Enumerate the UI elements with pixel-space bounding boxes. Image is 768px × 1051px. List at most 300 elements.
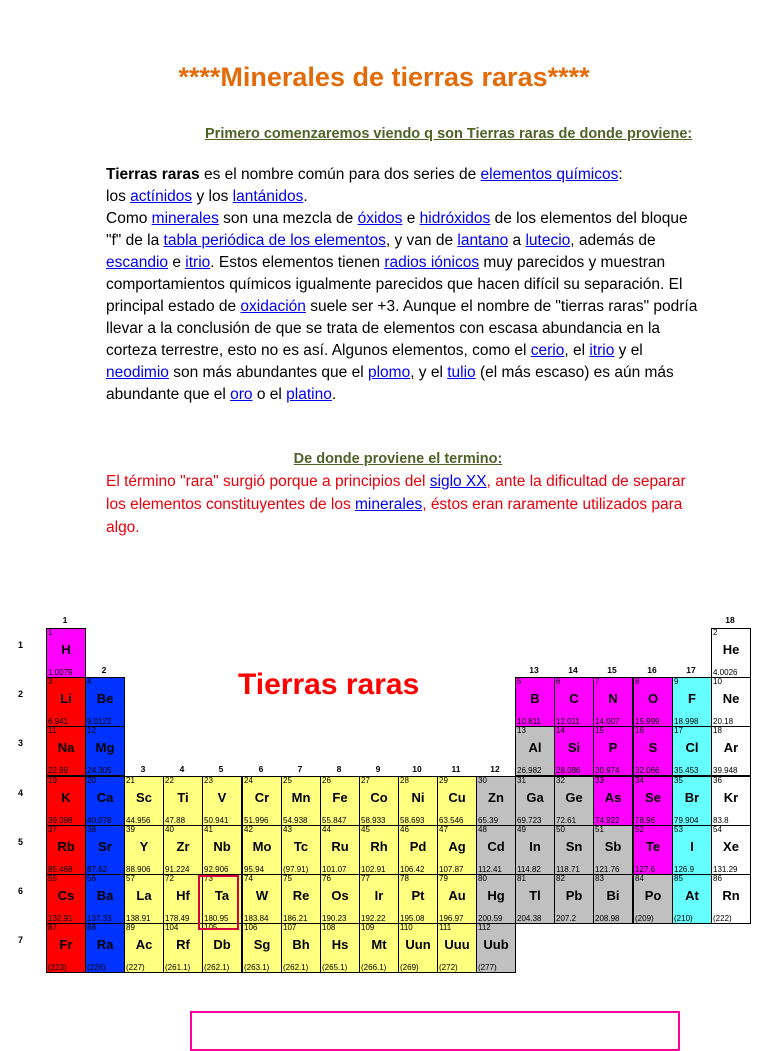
element-symbol: Na xyxy=(57,740,75,755)
element-cell-cl xyxy=(672,726,712,776)
link-tabla-periodica[interactable]: tabla periódica de los elementos xyxy=(163,232,386,249)
element-cell-mg xyxy=(85,726,125,776)
atomic-number: 34 xyxy=(635,776,644,785)
atomic-mass: 10.811 xyxy=(517,717,541,726)
element-symbol: Ta xyxy=(214,888,230,903)
atomic-number: 89 xyxy=(126,923,135,932)
element-symbol: Se xyxy=(645,790,661,805)
element-symbol: Sb xyxy=(604,839,622,854)
element-cell-sb xyxy=(593,825,633,875)
element-symbol: Fr xyxy=(59,937,73,952)
atomic-mass: 208.98 xyxy=(595,914,620,923)
atomic-mass: 85.468 xyxy=(48,865,73,874)
element-symbol: Cu xyxy=(448,790,466,805)
atomic-number: 11 xyxy=(48,726,57,735)
element-cell-co xyxy=(359,776,399,826)
atomic-number: 8 xyxy=(635,677,640,686)
atomic-number: 84 xyxy=(635,874,644,883)
element-cell-as xyxy=(593,776,633,826)
atomic-mass: 40.078 xyxy=(87,816,112,825)
link-escandio[interactable]: escandio xyxy=(106,254,169,271)
atomic-mass: 78.96 xyxy=(635,816,656,825)
element-cell-fr xyxy=(46,923,86,973)
atomic-mass: 22.99 xyxy=(48,766,69,775)
text: los xyxy=(106,188,131,205)
atomic-mass: 192.22 xyxy=(361,914,386,923)
atomic-mass: 106.42 xyxy=(400,865,425,874)
atomic-mass: (97.91) xyxy=(283,865,309,874)
element-symbol: Pb xyxy=(565,888,583,903)
atomic-mass: 118.71 xyxy=(556,865,580,874)
element-symbol: Hs xyxy=(331,937,349,952)
element-symbol: Xe xyxy=(723,839,739,854)
element-cell-na xyxy=(46,726,86,776)
paragraph-definition xyxy=(106,164,706,406)
text: muy parecidos y muestran comportamientos químicos igualmente parecidos que hacen difícil su separación. El principal estado de xyxy=(106,254,683,315)
element-symbol: I xyxy=(690,839,694,854)
atomic-mass: (262.1) xyxy=(204,963,230,972)
atomic-number: 19 xyxy=(48,776,57,785)
link-oxidacion[interactable]: oxidación xyxy=(240,298,306,315)
link-lutecio[interactable]: lutecio xyxy=(525,232,571,249)
element-cell-hs xyxy=(320,923,360,973)
bottom-frame xyxy=(190,1011,680,1051)
text: y los xyxy=(192,188,233,205)
atomic-number: 57 xyxy=(126,874,135,883)
element-symbol: Ge xyxy=(565,790,583,805)
link-plomo[interactable]: plomo xyxy=(367,364,411,381)
atomic-number: 31 xyxy=(517,776,526,785)
link-minerales[interactable]: minerales xyxy=(151,210,219,227)
atomic-mass: 79.904 xyxy=(674,816,699,825)
atomic-number: 25 xyxy=(283,776,292,785)
link-tulio[interactable]: tulio xyxy=(447,364,476,381)
atomic-mass: (272) xyxy=(439,963,458,972)
group-label: 14 xyxy=(568,665,578,675)
atomic-number: 35 xyxy=(674,776,683,785)
element-symbol: Pt xyxy=(411,888,425,903)
atomic-number: 27 xyxy=(361,776,370,785)
element-symbol: Sn xyxy=(565,839,583,854)
atomic-mass: 4.0026 xyxy=(713,668,738,677)
element-cell-ne xyxy=(711,677,751,727)
element-symbol: H xyxy=(61,642,71,657)
period-label: 5 xyxy=(18,837,24,847)
atomic-mass: 58.933 xyxy=(361,816,386,825)
atomic-number: 40 xyxy=(165,825,174,834)
element-symbol: Nb xyxy=(213,839,231,854)
atomic-mass: 51.996 xyxy=(244,816,269,825)
atomic-mass: (277) xyxy=(478,963,497,972)
atomic-number: 38 xyxy=(87,825,96,834)
element-cell-pb xyxy=(554,874,594,924)
element-symbol: Ra xyxy=(96,937,114,952)
group-label: 11 xyxy=(451,764,461,774)
atomic-mass: 28.086 xyxy=(556,766,581,775)
text: o el xyxy=(252,386,287,403)
element-symbol: Ti xyxy=(177,790,189,805)
atomic-number: 106 xyxy=(244,923,258,932)
atomic-number: 46 xyxy=(400,825,409,834)
element-symbol: O xyxy=(647,691,659,706)
element-cell-ag xyxy=(437,825,477,875)
text: de los elementos del bloque "f" de la xyxy=(106,210,688,249)
atomic-mass: 63.546 xyxy=(439,816,464,825)
element-symbol: Co xyxy=(370,790,388,805)
link-lantanidos[interactable]: lantánidos xyxy=(232,188,304,205)
atomic-mass: 112.41 xyxy=(478,865,502,874)
atomic-mass: 190.23 xyxy=(322,914,347,923)
element-symbol: Ca xyxy=(96,790,114,805)
element-cell-bi xyxy=(593,874,633,924)
atomic-mass: 24.305 xyxy=(87,766,112,775)
element-symbol: Rf xyxy=(176,937,190,952)
atomic-number: 72 xyxy=(165,874,174,883)
text: suele ser +3. Aunque el nombre de "tierras raras" podría llevar a la conclusión de que se trata de elementos con escasa abundancia en la corteza terrestre, esto no es así. Algunos elementos, como el xyxy=(106,298,698,359)
text: son una mezcla de xyxy=(218,210,358,227)
page-title: ****Minerales de tierras raras**** xyxy=(178,62,590,92)
element-cell-mo xyxy=(242,825,282,875)
atomic-number: 105 xyxy=(204,923,218,932)
atomic-mass: (263.1) xyxy=(244,963,270,972)
atomic-number: 83 xyxy=(595,874,604,883)
group-label: 9 xyxy=(375,764,381,774)
atomic-number: 26 xyxy=(322,776,331,785)
atomic-mass: 72.61 xyxy=(556,816,577,825)
atomic-number: 107 xyxy=(283,923,297,932)
atomic-mass: 204.38 xyxy=(517,914,542,923)
link-oxidos[interactable]: óxidos xyxy=(357,210,403,227)
element-symbol: Ag xyxy=(448,839,466,854)
atomic-number: 45 xyxy=(361,825,370,834)
element-cell-at xyxy=(672,874,712,924)
atomic-number: 23 xyxy=(204,776,213,785)
atomic-mass: 138.91 xyxy=(126,914,151,923)
link-hidroxidos[interactable]: hidróxidos xyxy=(419,210,491,227)
atomic-number: 10 xyxy=(713,677,722,686)
link-siglo-xx[interactable]: siglo XX xyxy=(429,473,487,490)
element-symbol: Ir xyxy=(374,888,384,903)
element-cell-k xyxy=(46,776,86,826)
link-lantano[interactable]: lantano xyxy=(457,232,509,249)
atomic-number: 86 xyxy=(713,874,722,883)
text: . xyxy=(303,188,308,205)
element-symbol: Rh xyxy=(370,839,388,854)
element-symbol: Kr xyxy=(723,790,739,805)
element-cell-cs xyxy=(46,874,86,924)
element-symbol: As xyxy=(604,790,622,805)
group-label: 8 xyxy=(336,764,342,774)
atomic-number: 110 xyxy=(400,923,413,932)
element-cell-ni xyxy=(398,776,438,826)
element-symbol: Ar xyxy=(723,740,739,755)
atomic-mass: 30.974 xyxy=(595,766,620,775)
atomic-number: 112 xyxy=(478,923,491,932)
link-actinidos[interactable]: actínidos xyxy=(130,188,193,205)
period-label: 6 xyxy=(18,886,24,896)
atomic-number: 20 xyxy=(87,776,96,785)
element-cell-s xyxy=(633,726,673,776)
element-cell-tl xyxy=(515,874,555,924)
atomic-number: 44 xyxy=(322,825,331,834)
subtitle: Primero comenzaremos viendo q son Tierras raras de donde proviene: xyxy=(205,126,693,142)
element-cell-ac xyxy=(124,923,164,973)
text: , y el xyxy=(410,364,448,381)
atomic-number: 39 xyxy=(126,825,135,834)
link-platino[interactable]: platino xyxy=(286,386,332,403)
atomic-number: 41 xyxy=(204,825,213,834)
atomic-mass: 83.8 xyxy=(713,816,729,825)
element-cell-n xyxy=(593,677,633,727)
atomic-mass: 102.91 xyxy=(361,865,386,874)
element-cell-sr xyxy=(85,825,125,875)
atomic-number: 104 xyxy=(165,923,179,932)
atomic-mass: 69.723 xyxy=(517,816,542,825)
atomic-mass: 137.33 xyxy=(87,914,112,923)
element-cell-ti xyxy=(163,776,203,826)
atomic-mass: (262.1) xyxy=(283,963,309,972)
element-symbol: Te xyxy=(645,839,661,854)
atomic-number: 79 xyxy=(439,874,448,883)
element-cell-cu xyxy=(437,776,477,826)
link-neodimio[interactable]: neodimio xyxy=(106,364,169,381)
atomic-number: 22 xyxy=(165,776,174,785)
atomic-mass: 121.76 xyxy=(595,865,620,874)
atomic-mass: 54.938 xyxy=(283,816,308,825)
atomic-number: 76 xyxy=(322,874,331,883)
element-cell-li xyxy=(46,677,86,727)
element-symbol: Y xyxy=(139,839,149,854)
element-cell-nb xyxy=(202,825,242,875)
text: son más abundantes que el xyxy=(168,364,368,381)
link-elementos-quimicos[interactable]: elementos químicos xyxy=(480,166,619,183)
atomic-mass: 91.224 xyxy=(165,865,190,874)
atomic-number: 77 xyxy=(361,874,370,883)
atomic-mass: (223) xyxy=(48,963,67,972)
element-symbol: Uuu xyxy=(444,937,470,952)
atomic-mass: 15.999 xyxy=(635,717,660,726)
text: , ante la dificultad de separar los elementos constituyentes de los xyxy=(106,473,686,513)
element-symbol: Mg xyxy=(95,740,115,755)
element-symbol: V xyxy=(217,790,227,805)
element-symbol: Au xyxy=(448,888,466,903)
element-cell-o xyxy=(633,677,673,727)
atomic-mass: 131.29 xyxy=(713,865,738,874)
atomic-mass: (261.1) xyxy=(165,963,191,972)
highlight-box xyxy=(198,875,239,930)
link-oro[interactable]: oro xyxy=(230,386,253,403)
group-label: 2 xyxy=(101,665,107,675)
atomic-number: 32 xyxy=(556,776,565,785)
paragraph-origin xyxy=(106,470,706,539)
element-symbol: Be xyxy=(96,691,114,706)
element-symbol: At xyxy=(685,888,699,903)
element-symbol: Bi xyxy=(606,888,620,903)
atomic-mass: 200.59 xyxy=(478,914,503,923)
element-cell-c xyxy=(554,677,594,727)
element-cell-uun xyxy=(398,923,438,973)
element-cell-uub xyxy=(476,923,516,973)
atomic-mass: 35.453 xyxy=(674,766,699,775)
element-symbol: F xyxy=(688,691,696,706)
atomic-number: 54 xyxy=(713,825,722,834)
element-cell-ge xyxy=(554,776,594,826)
atomic-number: 4 xyxy=(87,677,92,686)
link-itrio-2[interactable]: itrio xyxy=(589,342,615,359)
element-cell-re xyxy=(281,874,321,924)
element-cell-ra xyxy=(85,923,125,973)
atomic-number: 17 xyxy=(674,726,683,735)
element-cell-os xyxy=(320,874,360,924)
element-symbol: Sr xyxy=(98,839,112,854)
atomic-mass: (265.1) xyxy=(322,963,348,972)
element-symbol: Si xyxy=(567,740,581,755)
element-symbol: Tl xyxy=(529,888,541,903)
element-cell-cr xyxy=(242,776,282,826)
atomic-number: 50 xyxy=(556,825,565,834)
atomic-mass: 26.982 xyxy=(517,766,542,775)
atomic-mass: 107.87 xyxy=(439,865,464,874)
atomic-number: 21 xyxy=(126,776,135,785)
text: . xyxy=(331,386,337,403)
atomic-mass: 87.62 xyxy=(87,865,108,874)
element-symbol: Ba xyxy=(96,888,114,903)
element-symbol: Mo xyxy=(252,839,272,854)
link-cerio[interactable]: cerio xyxy=(530,342,565,359)
atomic-number: 42 xyxy=(244,825,253,834)
atomic-mass: 127.6 xyxy=(635,865,656,874)
atomic-number: 51 xyxy=(595,825,604,834)
atomic-number: 48 xyxy=(478,825,487,834)
atomic-number: 49 xyxy=(517,825,526,834)
element-symbol: Re xyxy=(292,888,310,903)
text: (el más escaso) es aún más abundante que el xyxy=(106,364,674,403)
element-cell-br xyxy=(672,776,712,826)
element-symbol: Fe xyxy=(332,790,348,805)
link-minerales-2[interactable]: minerales xyxy=(355,496,423,513)
atomic-number: 52 xyxy=(635,825,644,834)
atomic-mass: 92.906 xyxy=(204,865,229,874)
group-label: 6 xyxy=(258,764,264,774)
atomic-mass: 126.9 xyxy=(674,865,695,874)
atomic-number: 1 xyxy=(48,628,53,637)
text: e xyxy=(402,210,420,227)
element-cell-rf xyxy=(163,923,203,973)
element-symbol: Tc xyxy=(293,839,309,854)
element-cell-pt xyxy=(398,874,438,924)
atomic-mass: 44.956 xyxy=(126,816,151,825)
atomic-mass: 88.906 xyxy=(126,865,151,874)
element-symbol: Hf xyxy=(176,888,190,903)
element-cell-ar xyxy=(711,726,751,776)
element-symbol: La xyxy=(136,888,152,903)
element-symbol: Zr xyxy=(176,839,190,854)
atomic-mass: 20.18 xyxy=(713,717,734,726)
atomic-mass: 14.007 xyxy=(595,717,620,726)
text: El término "rara" surgió porque a principios del xyxy=(106,473,430,490)
group-label: 16 xyxy=(647,665,657,675)
atomic-number: 36 xyxy=(713,776,722,785)
element-cell-cd xyxy=(476,825,516,875)
atomic-mass: 9.0122 xyxy=(87,717,112,726)
atomic-mass: 178.49 xyxy=(165,914,190,923)
atomic-number: 43 xyxy=(283,825,292,834)
element-symbol: N xyxy=(608,691,618,706)
element-cell-mn xyxy=(281,776,321,826)
atomic-number: 111 xyxy=(439,923,452,932)
element-cell-rn xyxy=(711,874,751,924)
atomic-mass: 114.82 xyxy=(517,865,541,874)
group-label: 17 xyxy=(686,665,696,675)
element-cell-uuu xyxy=(437,923,477,973)
text: , además de xyxy=(570,232,656,249)
atomic-mass: 50.941 xyxy=(204,816,229,825)
element-symbol: Cd xyxy=(487,839,505,854)
section-heading: De donde proviene el termino: xyxy=(293,451,503,467)
element-cell-mt xyxy=(359,923,399,973)
atomic-number: 18 xyxy=(713,726,722,735)
atomic-number: 82 xyxy=(556,874,565,883)
element-symbol: Mt xyxy=(371,937,387,952)
atomic-number: 12 xyxy=(87,726,96,735)
element-symbol: Cr xyxy=(254,790,270,805)
atomic-number: 37 xyxy=(48,825,57,834)
element-symbol: Cs xyxy=(57,888,75,903)
element-symbol: Ni xyxy=(411,790,425,805)
atomic-number: 6 xyxy=(556,677,561,686)
atomic-mass: 39.948 xyxy=(713,766,738,775)
atomic-mass: (269) xyxy=(400,963,419,972)
element-cell-p xyxy=(593,726,633,776)
link-radios-ionicos[interactable]: radios iónicos xyxy=(384,254,480,271)
atomic-mass: 1.0079 xyxy=(48,668,73,677)
atomic-mass: 207.2 xyxy=(556,914,577,923)
element-symbol: Mn xyxy=(291,790,311,805)
atomic-number: 75 xyxy=(283,874,292,883)
element-symbol: Ga xyxy=(526,790,544,805)
group-label: 10 xyxy=(412,764,422,774)
element-symbol: C xyxy=(569,691,579,706)
element-cell-ir xyxy=(359,874,399,924)
group-label: 1 xyxy=(62,615,68,625)
atomic-number: 85 xyxy=(674,874,683,883)
element-symbol: Uun xyxy=(405,937,431,952)
atomic-mass: 74.922 xyxy=(595,816,620,825)
atomic-mass: 12.011 xyxy=(556,717,580,726)
element-symbol: Uub xyxy=(483,937,509,952)
element-cell-y xyxy=(124,825,164,875)
element-cell-ca xyxy=(85,776,125,826)
element-cell-pd xyxy=(398,825,438,875)
element-cell-al xyxy=(515,726,555,776)
link-itrio[interactable]: itrio xyxy=(185,254,211,271)
atomic-mass: 18.998 xyxy=(674,717,699,726)
text: : xyxy=(618,166,623,183)
element-cell-po xyxy=(633,874,673,924)
element-symbol: Os xyxy=(331,888,349,903)
group-label: 12 xyxy=(490,764,500,774)
atomic-number: 28 xyxy=(400,776,409,785)
atomic-mass: 65.39 xyxy=(478,816,499,825)
element-symbol: P xyxy=(608,740,618,755)
group-label: 13 xyxy=(529,665,539,675)
atomic-number: 56 xyxy=(87,874,96,883)
text: , éstos eran raramente utilizados para algo. xyxy=(106,496,683,536)
atomic-number: 3 xyxy=(48,677,53,686)
atomic-number: 14 xyxy=(556,726,565,735)
element-symbol: S xyxy=(648,740,658,755)
atomic-number: 5 xyxy=(517,677,522,686)
